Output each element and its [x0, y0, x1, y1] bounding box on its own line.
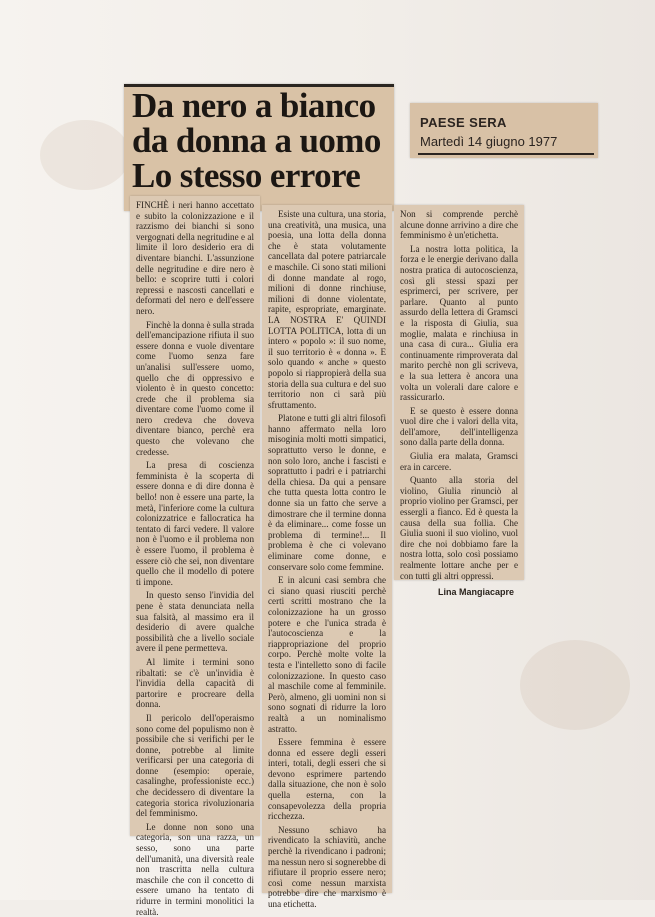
- headline-line-3: Lo stesso errore: [132, 156, 361, 195]
- paragraph: FINCHÈ i neri hanno accettato e subito la colonizzazione e il razzismo dei bianchi si sono vergognati della negritudine e al limite il loro desiderio era di diventare bianchi. L'assunzione delle negritudine e dire nero è bello: e scoprire tutti i colori repressi e nascosti cancellati e deformati del nero e dell'essere nero.: [136, 200, 254, 316]
- article-column-3: [394, 205, 524, 598]
- paragraph: La nostra lotta politica, la forza e le energie derivano dalla nostra pratica di autocoscienza, così gli stessi spazi per esprimerci, per scrivere, per parlare. Quanto al punto assurdo della lettera di Gramsci e la risposta di Giulia, sua moglie, malata e rinchiusa in una casa di cura... Giulia era continuamente rimproverata dal marito perchè non gli scriveva, e la sua lettera è ancora una volta un volerali dare calore e rassicurarlo.: [400, 243, 518, 403]
- publication-date: Martedì 14 giugno 1977: [420, 134, 558, 149]
- paragraph: La presa di coscienza femminista è la scoperta di essere donna e di dire donna è bello! non è essere una parte, la metà, l'inferiore come la cultura colonizzatrice e fallocratica ha tentato di farci vedere. Il valore non è l'uomo e il problema non è essere l'uomo, il problema è essere ciò che sei, non diventare quello che il modello di potere ti impone.: [136, 460, 254, 587]
- paragraph: Non si comprende perchè alcune donne arrivino a dire che femminismo è un'etichetta.: [400, 209, 518, 241]
- paragraph: Nessuno schiavo ha rivendicato la schiavitù, anche perchè la rivendicano i padroni; ma nessun nero si sognerebbe di rifiutare il proprio essere nero; così come nessun marxista potrebbe dire che marxismo è una etichetta.: [268, 824, 386, 909]
- paper-stain: [520, 640, 630, 730]
- paragraph: Finchè la donna è sulla strada dell'emancipazione rifiuta il suo essere donna e vuole diventare come l'uomo senza fare un'analisi sull'essere uomo, quello che di oppressivo e violento è in questo concetto: crede che il problema sia diventare come l'uomo come il nero credeva che doveva diventare bianco, perchè era questo che volevano che credesse.: [136, 319, 254, 457]
- article-headline: [132, 88, 394, 193]
- paragraph: In questo senso l'invidia del pene è stata denunciata nella sua falsità, al massimo era il desiderio di avere qualche possibilità che a livello sociale avere il pene permetteva.: [136, 590, 254, 654]
- article-column-1: [130, 196, 260, 917]
- paragraph: Le donne non sono una categoria, son una razza, un sesso, sono una parte dell'umanità, una diversità reale non trascritta nella cultura maschile che con il concetto di essere umano ha tentato di ridurre in termini monolitici la realtà.: [136, 821, 254, 917]
- newspaper-masthead-clipping: [410, 103, 598, 158]
- paragraph: Il pericolo dell'operaismo sono come del populismo non è possibile che si verifichi per le donne, potrebbe al limite verificarsi per una categoria di donne (esempio: operaie, casalinghe, professioniste ecc.) che decidessero di diventare la categoria storica rivoluzionaria del femminismo.: [136, 712, 254, 819]
- author-signature: Lina Mangiacapre: [437, 587, 514, 598]
- masthead-rule: [418, 153, 594, 155]
- paragraph: Quanto alla storia del violino, Giulia rinunciò al proprio violino per Gramsci, per essergli a fianco. Ed è questa la causa della sua follia. Che Giulia suoni il suo violino, vuol dire che noi dobbiamo fare la nostra lotta, solo così possiamo realmente lottare anche per e con tutti gli altri oppressi.: [400, 475, 518, 581]
- paragraph: Al limite i termini sono ribaltati: se c'è un'invidia è l'invidia della capacità di partorire e procreare della donna.: [136, 656, 254, 710]
- headline-line-2: da donna a uomo: [132, 121, 381, 160]
- paper-stain: [40, 120, 130, 190]
- paragraph: Esiste una cultura, una storia, una creatività, una musica, una poesia, una lotta della donna che è stata volutamente cancellata dal potere patriarcale e maschile. Ci sono stati milioni di donne mandate al rogo, milioni di donne rinchiuse, milioni di donne violentate, rapite, espropriate, emarginate. LA NOSTRA E' QUINDI LOTTA POLITICA, lotta di un intero « popolo »: il suo nome, il suo territorio è « donna ». E solo quando « anche » questo popolo si riappropierà della sua storia della sua cultura e del suo territorio non ci sarà più sfruttamento.: [268, 209, 386, 410]
- paragraph: Giulia era malata, Gramsci era in carcere.: [400, 451, 518, 472]
- article-column-2: [262, 205, 392, 909]
- paragraph: E in alcuni casi sembra che ci siano quasi riusciti perchè certi scritti mostrano che la colonizzazione ha un grosso potere e che l'unica strada è l'autocoscienza e la riappropriazione del proprio corpo. Perchè molte volte la testa e l'intelletto sono di facile colonizzazione. In questo caso al maschile come al femminile. Però, almeno, gli uomini non si sono sognati di ridurre la loro realtà a un nominalismo astratto.: [268, 575, 386, 734]
- paragraph: E se questo è essere donna vuol dire che i valori della vita, dell'amore, dell'intelligenza sono dalla parte della donna.: [400, 405, 518, 448]
- paragraph: Essere femmina è essere donna ed essere degli esseri interi, totali, degli esseri che si devono esprimere partendo dalla situazione, che non è solo quella esterna, con la consapevolezza della propria ricchezza.: [268, 737, 386, 822]
- paragraph: Platone e tutti gli altri filosofi hanno affermato nella loro misoginia molti motti simpatici, soprattutto verso le donne, e non solo loro, anche i fascisti e soprattutto i padri e i patriarchi della chiesa. Da qui a pensare che tutta questa lotta contro le donne sia un fatto che serve a dimostrare che il termine donna è da eliminare... come fosse un problema di termine!... Il problema è che ci volevano eliminare come donne, e conservare solo come femmine.: [268, 413, 386, 572]
- headline-line-1: Da nero a bianco: [132, 86, 376, 125]
- newspaper-name: PAESE SERA: [420, 115, 507, 130]
